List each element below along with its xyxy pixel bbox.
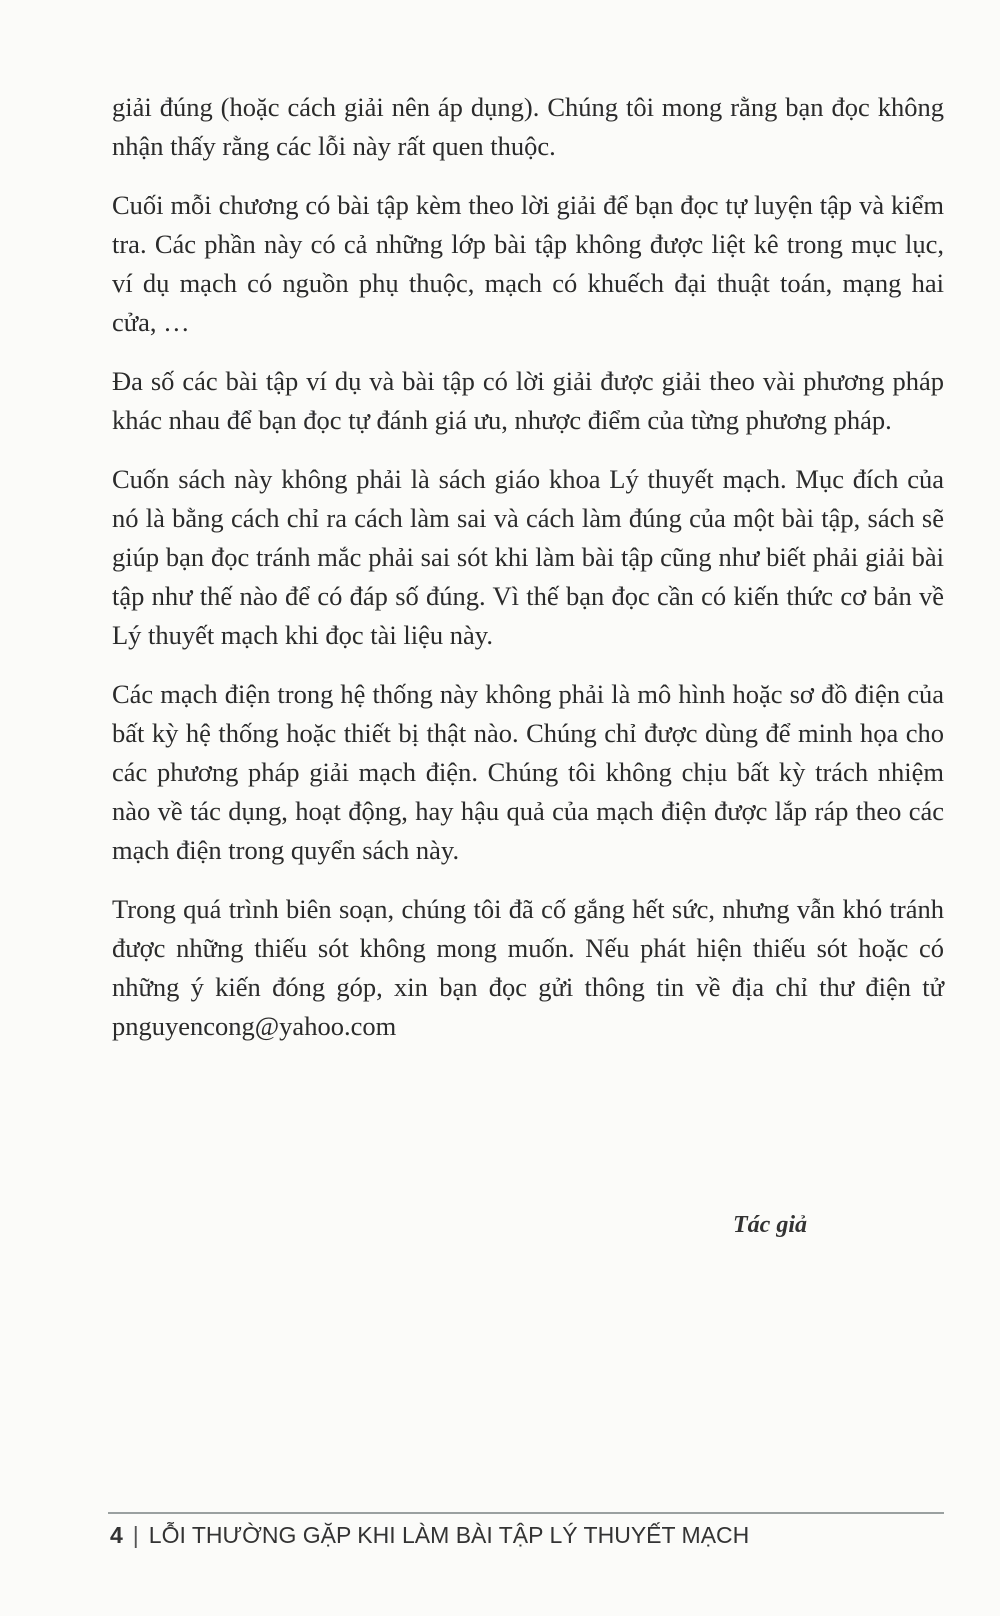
paragraph-1: giải đúng (hoặc cách giải nên áp dụng). Chúng tôi mong rằng bạn đọc không nhận thấy rằng các lỗi này rất quen thuộc. bbox=[112, 92, 944, 161]
author-signature: Tác giả bbox=[733, 1212, 807, 1238]
body-text bbox=[112, 88, 944, 1066]
paragraph-2: Cuối mỗi chương có bài tập kèm theo lời giải để bạn đọc tự luyện tập và kiểm tra. Các phần này có cả những lớp bài tập không được liệt kê trong mục lục, ví dụ mạch có nguồn phụ thuộc, mạch có khuếch đại thuật toán, mạng hai cửa, … bbox=[112, 190, 944, 337]
paragraph-6: Trong quá trình biên soạn, chúng tôi đã cố gắng hết sức, nhưng vẫn khó tránh được những thiếu sót không mong muốn. Nếu phát hiện thiếu sót hoặc có những ý kiến đóng góp, xin bạn đọc gửi thông tin về địa chỉ thư điện tử pnguyencong@yahoo.com bbox=[112, 894, 944, 1041]
page-footer bbox=[110, 1522, 749, 1549]
paragraph-4: Cuốn sách này không phải là sách giáo khoa Lý thuyết mạch. Mục đích của nó là bằng cách chỉ ra cách làm sai và cách làm đúng của một bài tập, sách sẽ giúp bạn đọc tránh mắc phải sai sót khi làm bài tập cũng như biết phải giải bài tập như thế nào để có đáp số đúng. Vì thế bạn đọc cần có kiến thức cơ bản về Lý thuyết mạch khi đọc tài liệu này. bbox=[112, 464, 944, 650]
paragraph-5: Các mạch điện trong hệ thống này không phải là mô hình hoặc sơ đồ điện của bất kỳ hệ thống hoặc thiết bị thật nào. Chúng chỉ được dùng để minh họa cho các phương pháp giải mạch điện. Chúng tôi không chịu bất kỳ trách nhiệm nào về tác dụng, hoạt động, hay hậu quả của mạch điện được lắp ráp theo các mạch điện trong quyển sách này. bbox=[112, 679, 944, 865]
footer-separator: | bbox=[132, 1522, 139, 1548]
running-title: LỖI THƯỜNG GẶP KHI LÀM BÀI TẬP LÝ THUYẾT MẠCH bbox=[148, 1522, 750, 1548]
footer-divider bbox=[108, 1512, 944, 1514]
page-number: 4 bbox=[110, 1522, 123, 1548]
paragraph-3: Đa số các bài tập ví dụ và bài tập có lời giải được giải theo vài phương pháp khác nhau để bạn đọc tự đánh giá ưu, nhược điểm của từng phương pháp. bbox=[112, 366, 944, 435]
